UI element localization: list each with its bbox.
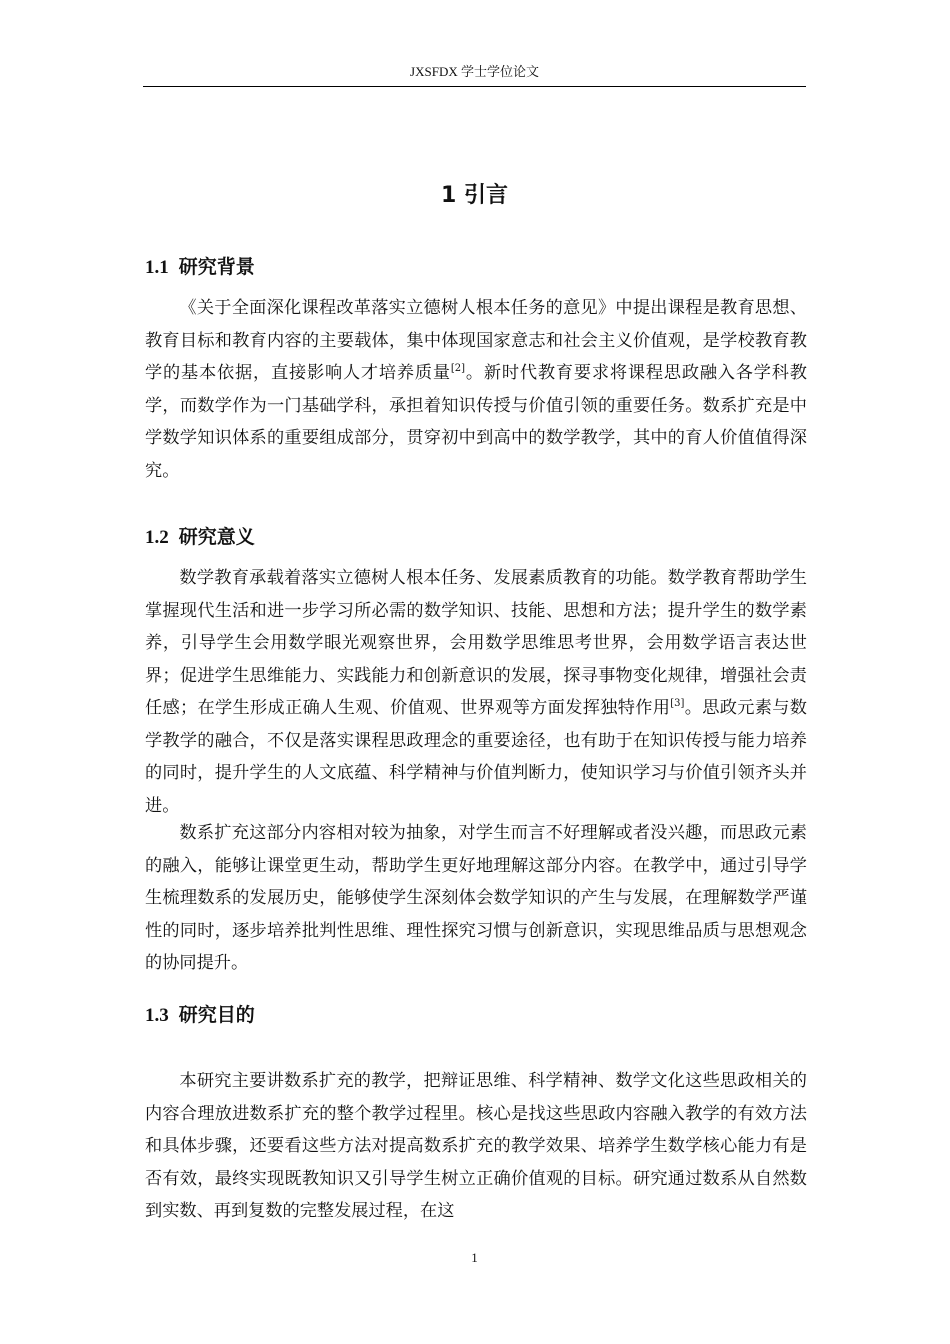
paragraph-text: 《关于全面深化课程改革落实立德树人根本任务的意见》中提出课程是教育思想、教育目标和教育内容的主要载体，集中体现国家意志和社会主义价值观，是学校教育教学的基本依据，直接影响人才培养质量 bbox=[145, 298, 807, 383]
section-heading: 研究意义 bbox=[178, 526, 255, 548]
citation-marker: [3] bbox=[670, 698, 685, 709]
section-number: 1.2 bbox=[145, 527, 169, 548]
paragraph-text: 。思政元素与数学教学的融合，不仅是落实课程思政理念的重要途径，也有助于在知识传授与能力培养的同时，提升学生的人文底蕴、科学精神与价值判断力，使知识学习与价值引领齐头并进。 bbox=[145, 698, 807, 816]
paragraph bbox=[145, 562, 807, 822]
section-title-research-significance bbox=[145, 523, 255, 552]
section-number: 1.1 bbox=[145, 257, 169, 278]
page-number: 1 bbox=[471, 1250, 478, 1265]
paragraph: 数系扩充这部分内容相对较为抽象，对学生而言不好理解或者没兴趣，而思政元素的融入，能够让课堂更生动，帮助学生更好地理解这部分内容。在教学中，通过引导学生梳理数系的发展历史，能够使学生深刻体会数学知识的产生与发展，在理解数学严谨性的同时，逐步培养批判性思维、理性探究习惯与创新意识，实现思维品质与思想观念的协同提升。 bbox=[145, 823, 807, 973]
page-header: JXSFDX 学士学位论文 bbox=[410, 64, 539, 79]
paragraph-text: 数学教育承载着落实立德树人根本任务、发展素质教育的功能。数学教育帮助学生掌握现代生活和进一步学习所必需的数学知识、技能、思想和方法；提升学生的数学素养，引导学生会用数学眼光观察世界，会用数学思维思考世界，会用数学语言表达世界；促进学生思维能力、实践能力和创新意识的发展，探寻事物变化规律，增强社会责任感；在学生形成正确人生观、价值观、世界观等方面发挥独特作用 bbox=[145, 568, 807, 718]
paragraph-text: 。新时代教育要求将课程思政融入各学科教学，而数学作为一门基础学科，承担着知识传授与价值引领的重要任务。数系扩充是中学数学知识体系的重要组成部分，贯穿初中到高中的数学教学，其中的育人价值值得深究。 bbox=[145, 363, 807, 481]
paragraph: 本研究主要讲数系扩充的教学，把辩证思维、科学精神、数学文化这些思政相关的内容合理放进数系扩充的整个教学过程里。核心是找这些思政内容融入教学的有效方法和具体步骤，还要看这些方法对提高数系扩充的教学效果、培养学生数学核心能力有是否有效，最终实现既教知识又引导学生树立正确价值观的目标。研究通过数系从自然数到实数、再到复数的完整发展过程，在这 bbox=[145, 1071, 807, 1221]
header-divider bbox=[143, 86, 806, 87]
section-title-research-purpose bbox=[145, 1001, 255, 1030]
section-heading: 研究背景 bbox=[178, 256, 255, 278]
citation-marker: [2] bbox=[450, 363, 466, 374]
section-heading: 研究目的 bbox=[178, 1004, 255, 1026]
paragraph bbox=[145, 292, 807, 487]
chapter-title: 1 引言 bbox=[441, 183, 508, 208]
section-number: 1.3 bbox=[145, 1005, 169, 1026]
section-title-research-background bbox=[145, 253, 255, 282]
